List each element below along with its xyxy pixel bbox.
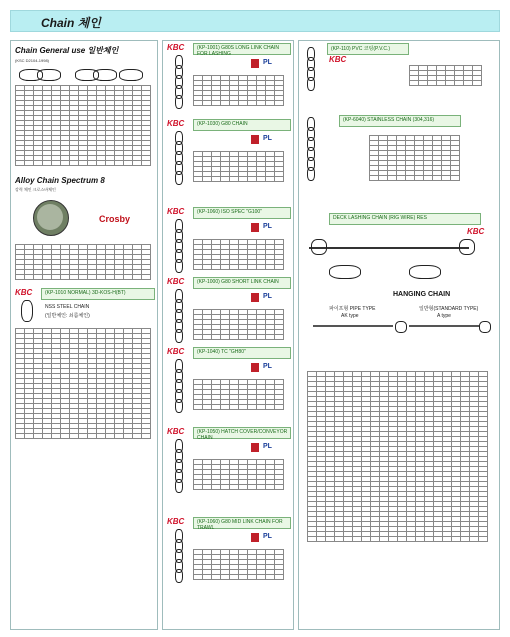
brand-mark xyxy=(251,293,259,302)
pl-logo: PL xyxy=(263,363,272,370)
chain-link xyxy=(175,329,183,343)
column-general-chain xyxy=(10,40,158,630)
kbc-section-6 xyxy=(163,515,293,601)
stainless-chain-block xyxy=(299,111,499,211)
chain-link xyxy=(175,399,183,413)
pvc-chain-bar-label: (KP-110) PVC 코팅(P.V.C.) xyxy=(331,46,391,52)
page-title: Chain 체인 xyxy=(41,16,101,30)
pl-logo: PL xyxy=(263,223,272,230)
kbc-section-1 xyxy=(163,117,293,205)
chain-link xyxy=(175,171,183,185)
pl-logo: PL xyxy=(263,293,272,300)
section-table xyxy=(193,309,284,340)
section-bar-label: (KP-1030) G80 CHAIN xyxy=(197,121,248,127)
kbc-section-4 xyxy=(163,345,293,425)
kbc-logo: KBC xyxy=(15,288,33,297)
alloy-chain-title: Alloy Chain Spectrum 8 xyxy=(15,176,105,185)
stainless-chain-bar-label: (KP-6040) STAINLESS CHAIN (304,316) xyxy=(343,117,435,123)
column-special-chains xyxy=(298,40,500,630)
kbc-section-2 xyxy=(163,205,293,275)
general-chain-standard: (KSC D2104-1998) xyxy=(15,58,50,63)
kbc-logo: KBC xyxy=(167,517,185,526)
stainless-chain-table xyxy=(369,135,460,181)
pl-logo: PL xyxy=(263,135,272,142)
kbc-logo: KBC xyxy=(167,277,185,286)
chain-link xyxy=(175,259,183,273)
pipe-type-label: 파이프형 PIPE TYPE xyxy=(329,306,376,312)
deck-lashing-bar-label: DECK LASHING CHAIN (RIG WIRE) RES xyxy=(333,215,427,221)
section-table xyxy=(193,379,284,410)
section-table xyxy=(193,459,284,490)
section-table xyxy=(193,549,284,580)
steel-chain-table xyxy=(15,328,151,439)
kbc-logo: KBC xyxy=(167,347,185,356)
section-bar-label: (KP-1000) G80 SHORT LINK CHAIN xyxy=(197,279,279,285)
section-bar-label: (KP-1060) G80 MID LINK CHAIN FOR TRAWL xyxy=(197,519,283,531)
hanging-chain-block xyxy=(299,291,499,371)
brand-mark xyxy=(251,135,259,144)
pl-logo: PL xyxy=(263,533,272,540)
steel-chain-bar-label: (KP-1010 NORMAL) 3D-KOS-H(BT) xyxy=(45,290,126,296)
a-type-label: A type xyxy=(437,313,451,319)
hanging-chain-title: HANGING CHAIN xyxy=(393,291,451,298)
alloy-chain-illustration xyxy=(15,194,153,242)
alloy-chain-table xyxy=(15,244,151,280)
section-bar-label: (KP-1050) HATCH COVER/CONVEYOR CHAIN xyxy=(197,429,288,441)
general-chain-illustration xyxy=(15,65,153,83)
hanging-chain-table xyxy=(307,371,488,542)
brand-mark xyxy=(251,533,259,542)
kbc-logo: KBC xyxy=(167,207,185,216)
pl-logo: PL xyxy=(263,59,272,66)
kbc-logo-pvc: KBC xyxy=(329,55,347,64)
chain-link xyxy=(175,95,183,109)
standard-type-label: 일반형(STANDARD TYPE) xyxy=(419,306,479,312)
section-table xyxy=(193,75,284,106)
general-chain-table xyxy=(15,85,151,166)
section-bar-label: (KP-1060) ISO SPEC "G100" xyxy=(197,209,262,215)
ak-type-label: AK type xyxy=(341,313,359,319)
section-table xyxy=(193,239,284,270)
kbc-logo: KBC xyxy=(167,427,185,436)
brand-mark xyxy=(251,363,259,372)
pl-logo: PL xyxy=(263,443,272,450)
chain-link xyxy=(175,479,183,493)
column-kbc-chains xyxy=(162,40,294,630)
kbc-logo: KBC xyxy=(167,119,185,128)
kbc-section-3 xyxy=(163,275,293,345)
brand-mark xyxy=(251,443,259,452)
crosby-logo: Crosby xyxy=(99,214,131,224)
steel-chain-subtitle: (일반체인: 쇠름체인) xyxy=(45,313,90,319)
kbc-logo: KBC xyxy=(167,43,185,52)
pvc-chain-table xyxy=(409,65,482,86)
section-bar-label: (KP-1001) G80S LONG LINK CHAIN FOR LASHING xyxy=(197,45,279,57)
general-chain-title: Chain General use 일반체인 xyxy=(15,46,119,55)
deck-lashing-block xyxy=(299,211,499,291)
brand-mark xyxy=(251,59,259,68)
brand-mark xyxy=(251,223,259,232)
kbc-logo-deck: KBC xyxy=(467,227,485,236)
section-table xyxy=(193,151,284,182)
section-bar-label: (KP-1040) TC "GH80" xyxy=(197,349,246,355)
alloy-chain-subtitle: 강력 체인 크로스바체인 xyxy=(15,187,56,192)
kbc-section-0 xyxy=(163,41,293,117)
pvc-chain-block xyxy=(299,41,499,111)
page-banner xyxy=(10,10,500,32)
steel-chain-title: NSS STEEL CHAIN xyxy=(45,304,90,310)
kbc-steel-chain-block xyxy=(15,286,153,326)
kbc-section-5 xyxy=(163,425,293,515)
chain-link xyxy=(175,569,183,583)
